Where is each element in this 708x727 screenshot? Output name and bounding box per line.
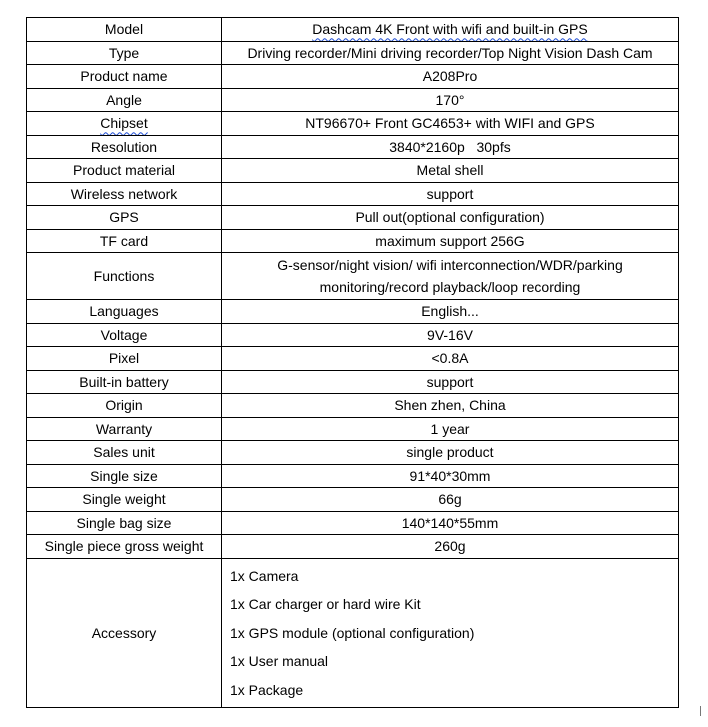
row-value: A208Pro xyxy=(222,65,679,89)
table-row xyxy=(27,41,679,65)
row-label: Resolution xyxy=(27,135,222,159)
row-label: Origin xyxy=(27,394,222,418)
row-label: Angle xyxy=(27,88,222,112)
row-value: 66g xyxy=(222,488,679,512)
row-value: Driving recorder/Mini driving recorder/Top Night Vision Dash Cam xyxy=(222,41,679,65)
table-row xyxy=(27,464,679,488)
table-row xyxy=(27,558,679,708)
list-item: 1x User manual xyxy=(230,653,329,670)
row-value: <0.8A xyxy=(222,347,679,371)
table-row xyxy=(27,394,679,418)
functions-line: G-sensor/night vision/ wifi interconnection/WDR/parking xyxy=(277,257,623,273)
row-label: Single bag size xyxy=(27,511,222,535)
row-label: TF card xyxy=(27,229,222,253)
row-value: 3840*2160p 30pfs xyxy=(222,135,679,159)
table-row xyxy=(27,112,679,136)
table-row xyxy=(27,441,679,465)
row-value xyxy=(222,18,679,42)
row-value: Metal shell xyxy=(222,159,679,183)
row-value: support xyxy=(222,370,679,394)
row-label: Built-in battery xyxy=(27,370,222,394)
row-label: Functions xyxy=(27,253,222,300)
row-label: Languages xyxy=(27,300,222,324)
row-label: GPS xyxy=(27,206,222,230)
row-label: Model xyxy=(27,18,222,42)
row-value xyxy=(222,253,679,300)
table-row xyxy=(27,206,679,230)
table-row xyxy=(27,229,679,253)
functions-line: monitoring/record playback/loop recording xyxy=(319,279,581,295)
table-row xyxy=(27,135,679,159)
row-value: Pull out(optional configuration) xyxy=(222,206,679,230)
table-row xyxy=(27,253,679,300)
spec-table xyxy=(26,17,679,708)
table-row xyxy=(27,488,679,512)
list-item: 1x Package xyxy=(230,681,304,698)
table-row xyxy=(27,300,679,324)
list-item: 1x Camera xyxy=(230,567,299,584)
row-value: 9V-16V xyxy=(222,323,679,347)
list-item: 1x Car charger or hard wire Kit xyxy=(230,596,421,613)
table-row xyxy=(27,511,679,535)
row-label: Voltage xyxy=(27,323,222,347)
table-row xyxy=(27,535,679,559)
row-label: Single size xyxy=(27,464,222,488)
row-label: Pixel xyxy=(27,347,222,371)
row-value: 140*140*55mm xyxy=(222,511,679,535)
row-value: 260g xyxy=(222,535,679,559)
list-item: 1x GPS module (optional configuration) xyxy=(230,624,475,641)
table-row xyxy=(27,88,679,112)
table-row xyxy=(27,65,679,89)
row-value: Shen zhen, China xyxy=(222,394,679,418)
table-row xyxy=(27,370,679,394)
row-label: Type xyxy=(27,41,222,65)
table-row xyxy=(27,347,679,371)
row-label: Warranty xyxy=(27,417,222,441)
label-text: Chipset xyxy=(100,115,148,132)
row-value: support xyxy=(222,182,679,206)
text-boundary-mark xyxy=(700,706,701,716)
row-label xyxy=(27,112,222,136)
row-value: 1 year xyxy=(222,417,679,441)
table-row xyxy=(27,323,679,347)
row-value: 91*40*30mm xyxy=(222,464,679,488)
row-label: Product name xyxy=(27,65,222,89)
row-value: maximum support 256G xyxy=(222,229,679,253)
row-label: Wireless network xyxy=(27,182,222,206)
row-label: Single weight xyxy=(27,488,222,512)
table-row xyxy=(27,182,679,206)
row-value: single product xyxy=(222,441,679,465)
table-row xyxy=(27,417,679,441)
table-row xyxy=(27,159,679,183)
table-row xyxy=(27,18,679,42)
spec-sheet xyxy=(26,17,679,708)
accessory-list xyxy=(222,558,679,708)
row-value: NT96670+ Front GC4653+ with WIFI and GPS xyxy=(222,112,679,136)
row-value: 170° xyxy=(222,88,679,112)
row-value: English... xyxy=(222,300,679,324)
row-label: Product material xyxy=(27,159,222,183)
value-text: Dashcam 4K Front with wifi and built-in GPS xyxy=(312,21,588,38)
row-label: Sales unit xyxy=(27,441,222,465)
row-label: Single piece gross weight xyxy=(27,535,222,559)
row-label: Accessory xyxy=(27,558,222,708)
